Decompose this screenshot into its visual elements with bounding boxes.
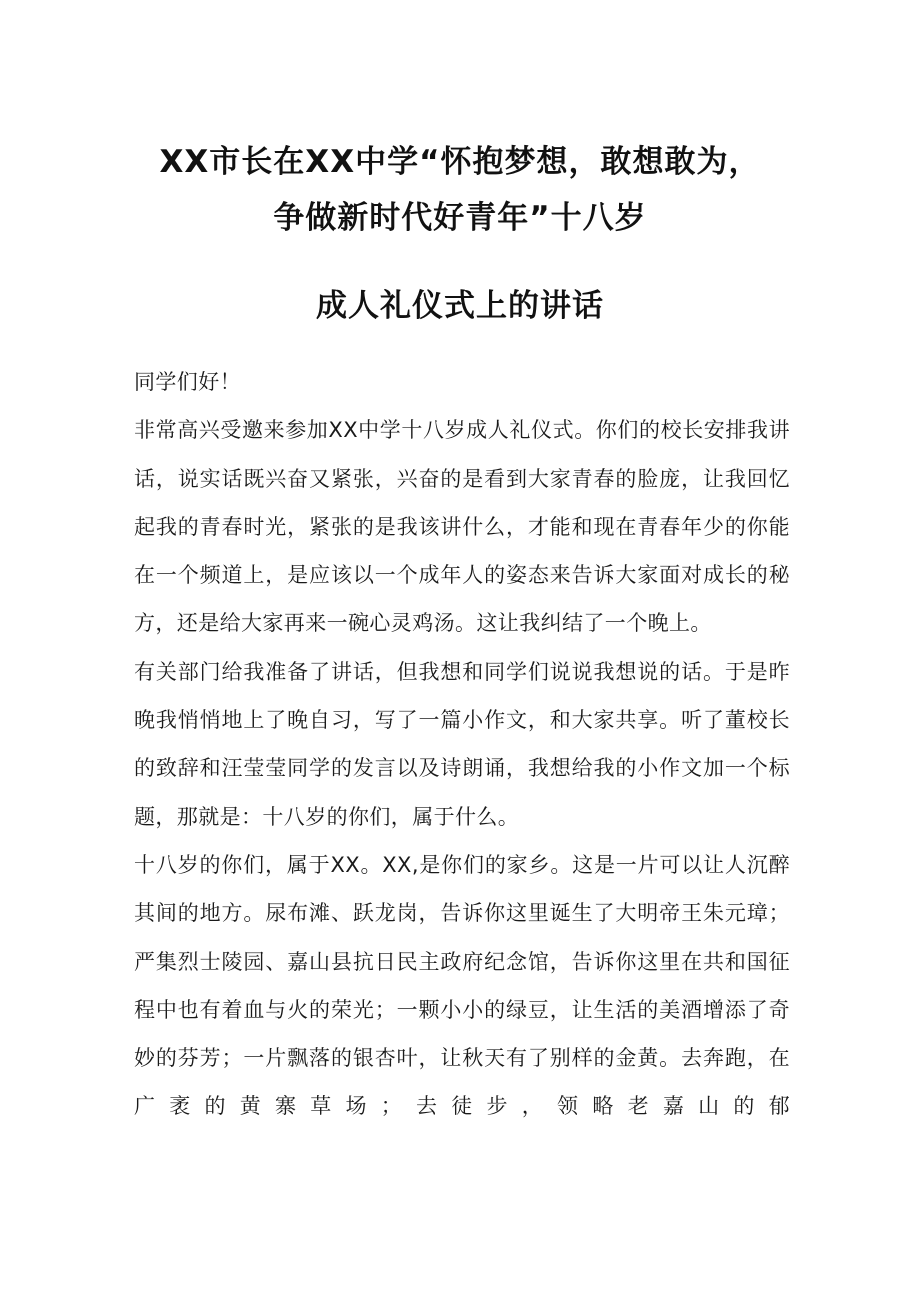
paragraph-intro: 非常高兴受邀来参加XX中学十八岁成人礼仪式。你们的校长安排我讲话，说实话既兴奋又紧张，兴奋的是看到大家青春的脸庞，让我回忆起我的青春时光，紧张的是我该讲什么，才能和现在青春年少的你能在一个频道上，是应该以一个成年人的姿态来告诉大家面对成长的秘方，还是给大家再来一碗心灵鸡汤。这让我纠结了一个晚上。: [134, 418, 790, 636]
paragraph-hometown: 十八岁的你们，属于XX。XX,是你们的家乡。这是一片可以让人沉醉其间的地方。尿布滩、跃龙岗，告诉你这里诞生了大明帝王朱元璋；严集烈士陵园、嘉山县抗日民主政府纪念馆，告诉你这里在共和国征程中也有着血与火的荣光；一颗小小的绿豆，让生活的美酒增添了奇妙的芬芳；一片飘落的银杏叶，让秋天有了别样的金黄。去奔跑，在广袤的黄寨草场；去徒步，领略老嘉山的郁: [134, 852, 790, 1119]
speech-body: [134, 358, 790, 1131]
paragraph-essay: 有关部门给我准备了讲话，但我想和同学们说说我想说的话。于是昨晚我悄悄地上了晚自习，写了一篇小作文，和大家共享。听了董校长的致辞和汪莹莹同学的发言以及诗朗诵，我想给我的小作文加一个标题，那就是：十八岁的你们，属于什么。: [134, 659, 790, 829]
title-line-3: 成人礼仪式上的讲话: [316, 288, 604, 324]
title-line-1: XX市长在XX中学“怀抱梦想，敢想敢为，: [159, 144, 761, 180]
paragraph-greeting: 同学们好！: [134, 370, 241, 394]
title-line-2: 争做新时代好青年”十八岁: [273, 200, 647, 236]
